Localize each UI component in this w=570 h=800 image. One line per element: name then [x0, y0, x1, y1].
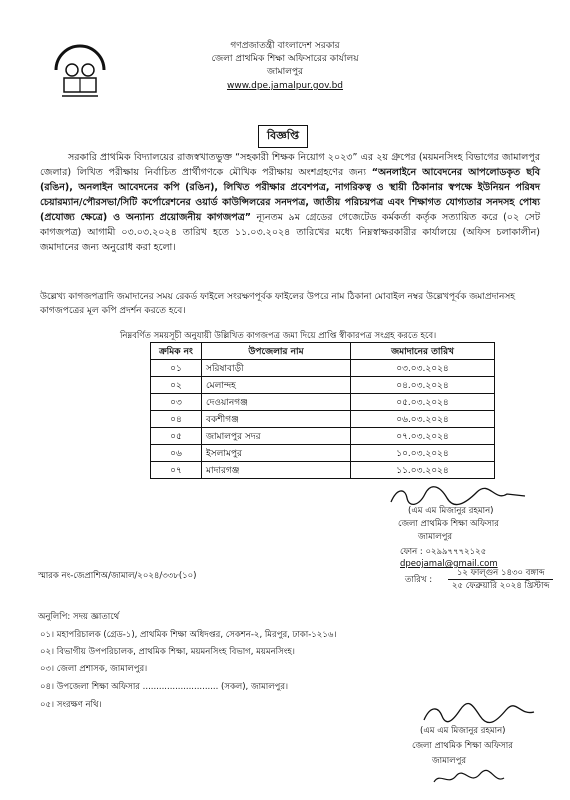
signature1-phone: ফোন : ০২৯৯৭৭৭২১২৫ — [400, 547, 487, 557]
signature2-name: (এম এম মিজানুর রহমান) — [420, 726, 506, 736]
table-row — [151, 411, 495, 428]
row-serial: ০৭ — [151, 462, 202, 479]
header-upazila: উপজেলার নাম — [202, 343, 351, 360]
row-upazila: জামালপুর সদর — [202, 428, 351, 445]
table-row — [151, 462, 495, 479]
row-serial: ০৩ — [151, 394, 202, 411]
table-row — [151, 377, 495, 394]
row-upazila: মাদারগঞ্জ — [202, 462, 351, 479]
body-intro: সরকারি প্রাথমিক বিদ্যালয়ের রাজস্বখাতভুক্ত “সহকারী শিক্ষক নিয়োগ ২০২৩” এর ২য় গ্রুপের (ময়মনসিংহ বিভাগের জামালপুর জেলার) লিখিত পরীক্ষায় নির্বাচিত প্রার্থীগণকে মৌখিক পরীক্ষায় অংশগ্রহণের জন্য — [40, 152, 540, 178]
header-office: জেলা প্রাথমিক শিক্ষা অফিসারের কার্যালয় — [211, 54, 359, 64]
signature1-place: জামালপুর — [418, 532, 453, 542]
table-row — [151, 428, 495, 445]
row-upazila: দেওয়ানগঞ্জ — [202, 394, 351, 411]
row-date: ০৫.০৩.২০২৪ — [351, 394, 495, 411]
cc-item: ০৪। উপজেলা শিক্ষা অফিসার ............................ (সকল), জামালপুর। — [40, 682, 289, 692]
signature1-title: জেলা প্রাথমিক শিক্ষা অফিসার — [398, 519, 499, 529]
cc-item: ০২। বিভাগীয় উপপরিচালক, প্রাথমিক শিক্ষা, ময়মনসিংহ বিভাগ, ময়মনসিংহ। — [40, 647, 295, 657]
signature-scribble-2 — [420, 700, 540, 726]
row-date: ১০.০৩.২০২৪ — [351, 445, 495, 462]
initials-scribble — [430, 768, 510, 790]
row-date: ১১.০৩.২০২৪ — [351, 462, 495, 479]
date-bangla: ১২ ফাল্গুন ১৪৩০ বঙ্গাব্দ — [448, 567, 553, 580]
signature2-title: জেলা প্রাথমিক শিক্ষা অফিসার — [412, 741, 513, 751]
notice-body — [40, 150, 540, 255]
table-intro: নিম্নবর্ণিত সময়সূচী অনুযায়ী উল্লিখিত কাগজপত্র জমা দিয়ে প্রাপ্তি স্বীকারপত্র সংগ্রহ করতে হবে। — [120, 331, 437, 341]
row-serial: ০৫ — [151, 428, 202, 445]
body-note: উল্লেখ্য কাগজপত্রাদি জমাদানের সময় রেকর্ড ফাইলে সংরক্ষণপূর্বক ফাইলের উপরে নাম ঠিকানা মোবাইল নম্বর উল্লেখপূর্বক জমাপ্রদানসহ কাগজপত্রের মূল কপি প্রদর্শন করতে হবে। — [40, 292, 515, 316]
body-documents: “অনলাইনে আবেদনের আপলোডকৃত ছবি (রঙিন), অনলাইন আবেদনের কপি (রঙিন), লিখিত পরীক্ষার প্রবেশপত্র, নাগরিকত্ব ও স্থায়ী ঠিকানার স্বপক্ষে ইউনিয়ন পরিষদ চেয়ারম্যান/পৌরসভা/সিটি কর্পোরেশনের ওয়ার্ড কাউন্সিলরের সনদপত্র, জাতীয় পরিচয়পত্র এবং শিক্ষাগত যোগ্যতার সনদসহ পোষ্য (প্রযোজ্য ক্ষেত্রে) ও অন্যান্য প্রয়োজনীয় কাগজপত্র” — [40, 167, 540, 223]
date-block — [448, 567, 553, 592]
date-english: ২৫ ফেব্রুয়ারি ২০২৪ খ্রিস্টাব্দ — [452, 581, 550, 591]
cc-item: ০৫। সংরক্ষণ নথি। — [40, 700, 102, 710]
signature1-email[interactable]: dpeojamal@gmail.com — [400, 559, 498, 569]
header-serial: ক্রমিক নং — [151, 343, 202, 360]
notice-title: বিজ্ঞপ্তি — [258, 125, 308, 148]
row-serial: ০২ — [151, 377, 202, 394]
row-serial: ০৬ — [151, 445, 202, 462]
row-upazila: বকশীগঞ্জ — [202, 411, 351, 428]
row-date: ০৪.০৩.২০২৪ — [351, 377, 495, 394]
body-deadline: ন্যূনতম ৯ম গ্রেডের গেজেটেড কর্মকর্তা কর্তৃক সত্যায়িত করে (০২ সেট কাগজপত্র) আগামী ০৩.০৩.২০২৪ তারিখ হতে ১১.০৩.২০২৪ তারিখের মধ্যে নিম্নস্বাক্ষরকারীর কার্যালয়ে (অফিস চলাকালীন) জমাদানের জন্য অনুরোধ করা হলো। — [40, 212, 540, 253]
header-website[interactable]: www.dpe.jamalpur.gov.bd — [226, 81, 344, 91]
signature2-place: জামালপুর — [432, 756, 467, 766]
table-header-row — [151, 343, 495, 360]
row-serial: ০১ — [151, 360, 202, 377]
header-govt: গণপ্রজাতন্ত্রী বাংলাদেশ সরকার — [230, 41, 340, 51]
row-upazila: সরিষাবাড়ী — [202, 360, 351, 377]
cc-item: ০৩। জেলা প্রশাসক, জামালপুর। — [40, 664, 148, 674]
cc-item: ০১। মহাপরিচালক (গ্রেড-১), প্রাথমিক শিক্ষা অধিদপ্তর, সেকশন-২, মিরপুর, ঢাকা-১২১৬। — [40, 630, 337, 640]
header-date: জমাদানের তারিখ — [351, 343, 495, 360]
row-upazila: ইসলামপুর — [202, 445, 351, 462]
table-row — [151, 360, 495, 377]
row-date: ০৩.০৩.২০২৪ — [351, 360, 495, 377]
row-serial: ০৪ — [151, 411, 202, 428]
row-date: ০৭.০৩.২০২৪ — [351, 428, 495, 445]
cc-heading: অনুলিপি: সদয় জ্ঞাতার্থে — [38, 612, 120, 622]
table-row — [151, 394, 495, 411]
memo-ref: স্মারক নং-জেপ্রাশিঅ/জামাল/২০২৪/৩৩৮(১০) — [38, 571, 197, 581]
schedule-table — [150, 342, 495, 479]
row-date: ০৬.০৩.২০২৪ — [351, 411, 495, 428]
signature1-name: (এম এম মিজানুর রহমান) — [408, 506, 494, 516]
row-upazila: মেলান্দহ — [202, 377, 351, 394]
table-row — [151, 445, 495, 462]
header-place: জামালপুর — [266, 67, 304, 77]
date-label: তারিখ : — [405, 575, 433, 585]
